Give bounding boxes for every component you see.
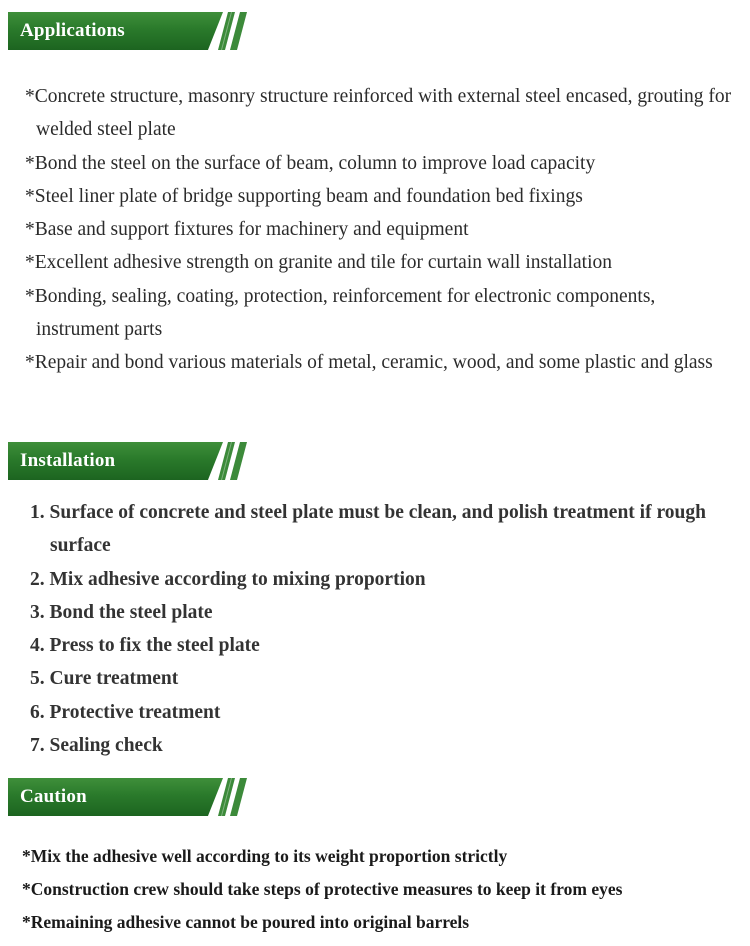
- list-item: *Steel liner plate of bridge supporting beam and foundation bed fixings: [25, 185, 583, 207]
- list-item: *Base and support fixtures for machinery and equipment: [25, 219, 469, 241]
- list-item: 5. Cure treatment: [30, 668, 179, 690]
- list-item: *Concrete structure, masonry structure reinforced with external steel encased, grouting for welded steel plate: [25, 86, 732, 141]
- list-item: 4. Press to fix the steel plate: [30, 635, 260, 657]
- applications-header: [8, 12, 253, 50]
- header-slash-decoration: [214, 12, 254, 50]
- list-item: 7. Sealing check: [30, 735, 163, 757]
- installation-title: Installation: [20, 450, 116, 471]
- caution-title: Caution: [20, 786, 87, 807]
- list-item: 6. Protective treatment: [30, 701, 221, 723]
- caution-list: [22, 840, 737, 939]
- list-item: *Bonding, sealing, coating, protection, reinforcement for electronic components, instrument parts: [25, 285, 656, 341]
- list-item: 1. Surface of concrete and steel plate must be clean, and polish treatment if rough surface: [30, 502, 706, 557]
- installation-steps-list: [30, 496, 730, 762]
- caution-header: [8, 778, 253, 816]
- list-item: *Mix the adhesive well according to its weight proportion strictly: [22, 846, 508, 866]
- applications-title: Applications: [20, 20, 125, 41]
- header-slash-decoration: [214, 442, 254, 480]
- list-item: 2. Mix adhesive according to mixing proportion: [30, 568, 426, 590]
- header-slash-decoration: [214, 778, 254, 816]
- list-item: *Excellent adhesive strength on granite and tile for curtain wall installation: [25, 252, 612, 274]
- list-item: 3. Bond the steel plate: [30, 601, 213, 623]
- list-item: *Remaining adhesive cannot be poured into original barrels: [22, 912, 470, 932]
- list-item: *Bond the steel on the surface of beam, column to improve load capacity: [25, 152, 596, 174]
- list-item: *Construction crew should take steps of protective measures to keep it from eyes: [22, 879, 623, 899]
- installation-header: [8, 442, 253, 480]
- list-item: *Repair and bond various materials of metal, ceramic, wood, and some plastic and glass: [25, 352, 713, 374]
- applications-list: [25, 80, 740, 380]
